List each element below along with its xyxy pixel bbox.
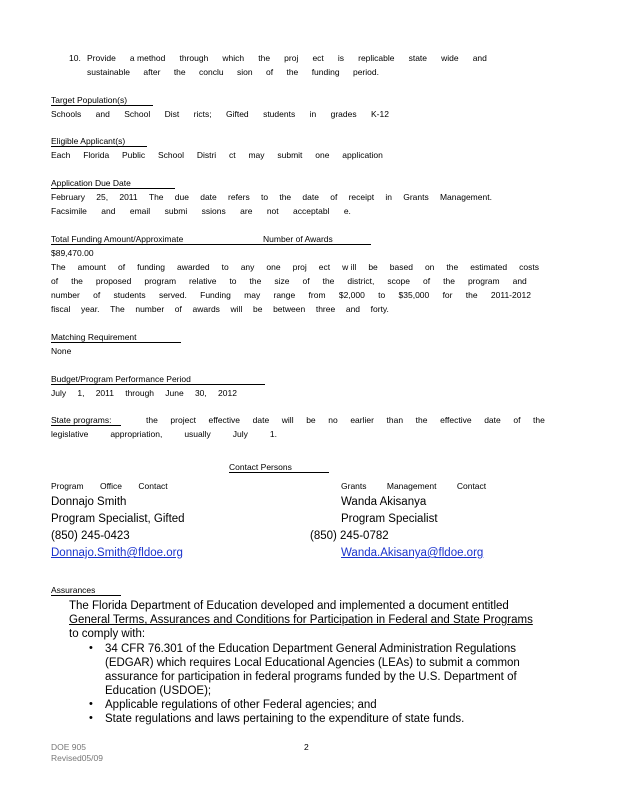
word: funding bbox=[137, 262, 165, 272]
word: range bbox=[273, 290, 296, 300]
word: relative bbox=[189, 276, 217, 286]
word: on bbox=[424, 262, 435, 272]
word: Public bbox=[122, 150, 146, 160]
program-contact-phone: (850) 245-0423 bbox=[51, 530, 130, 542]
word: Dist bbox=[164, 109, 180, 119]
word: The bbox=[148, 192, 164, 202]
word: the bbox=[173, 67, 186, 77]
item-10-line-2 bbox=[87, 67, 379, 77]
word: three bbox=[315, 304, 336, 314]
word: a method bbox=[129, 53, 166, 63]
word: grades bbox=[330, 109, 357, 119]
item-10-number: 10. bbox=[69, 53, 81, 63]
word: forty. bbox=[370, 304, 389, 314]
word: Facsimile bbox=[51, 206, 87, 216]
word: the bbox=[533, 415, 545, 425]
word: one bbox=[266, 262, 281, 272]
word: amount bbox=[77, 262, 107, 272]
word: and bbox=[95, 109, 110, 119]
assurance-bullet-1: 34 CFR 76.301 of the Education Department General Administration Regulations (EDGAR) which requires Local Educational Agencies (LEAs) to submit a common assurance for participation in federal programs funded by the U.S. Department of Education (USDOE); bbox=[105, 643, 520, 697]
word: may bbox=[244, 290, 261, 300]
word: 2011 bbox=[119, 192, 138, 202]
word: ssions bbox=[201, 206, 226, 216]
assurance-bullet-3: State regulations and laws pertaining to the expenditure of state funds. bbox=[105, 713, 465, 725]
word: July bbox=[51, 388, 67, 398]
word: 2011-2012 bbox=[490, 290, 531, 300]
word: the bbox=[279, 192, 292, 202]
word: awarded bbox=[177, 262, 210, 272]
matching-value: None bbox=[51, 346, 72, 356]
word: may bbox=[248, 150, 265, 160]
word: costs bbox=[519, 262, 539, 272]
word: any bbox=[240, 262, 255, 272]
state-programs-line-2 bbox=[51, 429, 277, 439]
word: based bbox=[389, 262, 413, 272]
word: appropriation, bbox=[110, 429, 163, 439]
word: July bbox=[232, 429, 248, 439]
word: earlier bbox=[350, 415, 374, 425]
grants-contact-name: Wanda Akisanya bbox=[341, 496, 427, 508]
target-population-text bbox=[51, 109, 389, 119]
word: which bbox=[222, 53, 245, 63]
assurances-heading: Assurances bbox=[51, 585, 121, 596]
word: and bbox=[472, 53, 487, 63]
word: of bbox=[51, 276, 59, 286]
word: 1. bbox=[269, 429, 277, 439]
word: effective bbox=[208, 415, 241, 425]
word: and bbox=[345, 304, 361, 314]
word: 25, bbox=[96, 192, 109, 202]
word: effective bbox=[440, 415, 472, 425]
revision-date: Revised05/09 bbox=[51, 753, 103, 763]
word: through bbox=[125, 388, 155, 398]
word: e. bbox=[343, 206, 351, 216]
word: period. bbox=[352, 67, 379, 77]
funding-amount: $89,470.00 bbox=[51, 248, 94, 258]
bullet-icon: • bbox=[89, 642, 93, 654]
assurances-document-title: General Terms, Assurances and Conditions for Participation in Federal and State Programs bbox=[69, 614, 533, 626]
word: ect bbox=[318, 262, 331, 272]
word: of bbox=[330, 192, 338, 202]
target-population-heading: Target Population(s) bbox=[51, 95, 153, 106]
word: proj bbox=[284, 53, 299, 63]
word: and bbox=[101, 206, 116, 216]
eligible-applicant-heading: Eligible Applicant(s) bbox=[51, 136, 147, 147]
bullet-icon: • bbox=[89, 698, 93, 710]
word: the bbox=[258, 53, 271, 63]
word: submit bbox=[277, 150, 303, 160]
word: the bbox=[443, 276, 455, 286]
word: students bbox=[263, 109, 296, 119]
word: The bbox=[110, 304, 125, 314]
word: will bbox=[230, 304, 243, 314]
word: in bbox=[385, 192, 392, 202]
program-contact-email-link[interactable]: Donnajo.Smith@fldoe.org bbox=[51, 547, 183, 559]
word: than bbox=[386, 415, 404, 425]
word: K-12 bbox=[371, 109, 389, 119]
word: to bbox=[378, 290, 386, 300]
word: number bbox=[135, 304, 165, 314]
word: submi bbox=[164, 206, 188, 216]
word: Florida bbox=[83, 150, 110, 160]
word: 2011 bbox=[95, 388, 114, 398]
word: the bbox=[146, 415, 158, 425]
word: be bbox=[368, 262, 378, 272]
matching-heading: Matching Requirement bbox=[51, 332, 181, 343]
word: of bbox=[265, 67, 274, 77]
word: the bbox=[415, 415, 428, 425]
word: to bbox=[221, 262, 229, 272]
word: date bbox=[200, 192, 217, 202]
word: after bbox=[143, 67, 161, 77]
word: Management. bbox=[439, 192, 492, 202]
program-contact-name: Donnajo Smith bbox=[51, 496, 127, 508]
word: for bbox=[442, 290, 453, 300]
word: one bbox=[315, 150, 330, 160]
word: program bbox=[467, 276, 500, 286]
word: program bbox=[144, 276, 177, 286]
word: be bbox=[252, 304, 263, 314]
grants-contact-title: Program Specialist bbox=[341, 513, 438, 525]
budget-heading: Budget/Program Performance Period bbox=[51, 374, 265, 385]
word: proj bbox=[292, 262, 307, 272]
word: 2012 bbox=[218, 388, 237, 398]
word: project bbox=[170, 415, 196, 425]
application-due-heading: Application Due Date bbox=[51, 178, 175, 189]
word: Gifted bbox=[225, 109, 249, 119]
word: legislative bbox=[51, 429, 89, 439]
application-due-line-1 bbox=[51, 192, 492, 202]
grants-management-contact-label: Grants Management Contact bbox=[341, 481, 487, 491]
word: Schools bbox=[51, 109, 82, 119]
word: $2,000 bbox=[338, 290, 365, 300]
word: ect bbox=[312, 53, 324, 63]
word: to bbox=[261, 192, 269, 202]
word: Funding bbox=[200, 290, 231, 300]
word: proposed bbox=[95, 276, 132, 286]
word: June bbox=[165, 388, 184, 398]
assurances-intro-line-2: to comply with: bbox=[69, 628, 146, 640]
page-number: 2 bbox=[304, 742, 309, 752]
contact-persons-heading: Contact Persons bbox=[229, 462, 329, 473]
word: 30, bbox=[194, 388, 207, 398]
item-10-line-1 bbox=[87, 53, 487, 63]
word: fiscal bbox=[51, 304, 71, 314]
state-programs-line-1 bbox=[146, 415, 545, 425]
word: number bbox=[51, 290, 80, 300]
word: of bbox=[513, 415, 521, 425]
word: receipt bbox=[348, 192, 375, 202]
word: students bbox=[113, 290, 146, 300]
word: to bbox=[229, 276, 237, 286]
word: between bbox=[273, 304, 306, 314]
word: estimated bbox=[470, 262, 508, 272]
word: ricts; bbox=[193, 109, 212, 119]
word: of bbox=[423, 276, 431, 286]
word: refers bbox=[228, 192, 250, 202]
word: sustainable bbox=[87, 67, 131, 77]
word: acceptabl bbox=[293, 206, 330, 216]
word: funding bbox=[311, 67, 340, 77]
word: state bbox=[408, 53, 428, 63]
word: is bbox=[337, 53, 345, 63]
word: be bbox=[306, 415, 316, 425]
word: not bbox=[266, 206, 279, 216]
word: from bbox=[308, 290, 326, 300]
assurances-intro-line-1: The Florida Department of Education developed and implemented a document entitled bbox=[69, 600, 509, 612]
word: the bbox=[249, 276, 262, 286]
word: of bbox=[93, 290, 101, 300]
assurance-bullet-2: Applicable regulations of other Federal agencies; and bbox=[105, 699, 377, 711]
word: the bbox=[465, 290, 478, 300]
word: awards bbox=[192, 304, 220, 314]
funding-line-2 bbox=[51, 276, 527, 286]
word: date bbox=[484, 415, 501, 425]
funding-heading: Total Funding Amount/Approximate Number of Awards bbox=[51, 234, 371, 245]
word: School bbox=[124, 109, 151, 119]
word: ct bbox=[229, 150, 236, 160]
word: replicable bbox=[358, 53, 395, 63]
word: conclu bbox=[199, 67, 224, 77]
word: of bbox=[302, 276, 310, 286]
form-id: DOE 905 bbox=[51, 742, 86, 752]
word: year. bbox=[81, 304, 100, 314]
word: in bbox=[309, 109, 317, 119]
funding-line-1 bbox=[51, 262, 539, 272]
word: through bbox=[179, 53, 209, 63]
program-contact-title: Program Specialist, Gifted bbox=[51, 513, 185, 525]
word: scope bbox=[387, 276, 411, 286]
word: February bbox=[51, 192, 86, 202]
word: 1, bbox=[77, 388, 85, 398]
word: date bbox=[302, 192, 319, 202]
word: no bbox=[328, 415, 338, 425]
word: due bbox=[174, 192, 189, 202]
word: date bbox=[252, 415, 270, 425]
word: the bbox=[71, 276, 83, 286]
word: Grants bbox=[403, 192, 429, 202]
state-programs-heading: State programs: bbox=[51, 415, 121, 426]
budget-line bbox=[51, 388, 237, 398]
word: wide bbox=[441, 53, 459, 63]
word: the bbox=[446, 262, 459, 272]
word: application bbox=[342, 150, 383, 160]
bullet-icon: • bbox=[89, 712, 93, 724]
eligible-applicant-text bbox=[51, 150, 383, 160]
program-office-contact-label: Program Office Contact bbox=[51, 481, 168, 491]
word: The bbox=[51, 262, 66, 272]
word: sion bbox=[237, 67, 253, 77]
word: size bbox=[274, 276, 290, 286]
word: the bbox=[286, 67, 299, 77]
word: district, bbox=[347, 276, 375, 286]
funding-line-3 bbox=[51, 290, 531, 300]
word: the bbox=[322, 276, 335, 286]
word: are bbox=[240, 206, 253, 216]
word: will bbox=[281, 415, 294, 425]
funding-line-4 bbox=[51, 304, 389, 314]
word: w ill bbox=[342, 262, 357, 272]
word: Provide bbox=[87, 53, 116, 63]
word: Each bbox=[51, 150, 71, 160]
word: of bbox=[174, 304, 182, 314]
word: usually bbox=[184, 429, 211, 439]
grants-contact-phone: (850) 245-0782 bbox=[310, 530, 389, 542]
word: of bbox=[118, 262, 126, 272]
word: $35,000 bbox=[398, 290, 430, 300]
word: served. bbox=[158, 290, 187, 300]
grants-contact-email-link[interactable]: Wanda.Akisanya@fldoe.org bbox=[341, 547, 484, 559]
application-due-line-2 bbox=[51, 206, 351, 216]
word: School bbox=[158, 150, 184, 160]
word: and bbox=[512, 276, 527, 286]
word: email bbox=[129, 206, 151, 216]
word: Distri bbox=[196, 150, 217, 160]
